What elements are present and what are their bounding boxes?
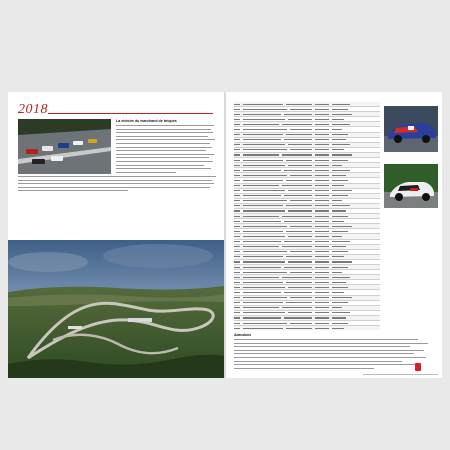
notes-title: Abandons	[234, 333, 252, 337]
circuit-aerial-photo	[8, 240, 224, 378]
page-gutter	[224, 92, 226, 378]
footer-rule	[363, 374, 438, 375]
race-start-photo	[18, 119, 111, 174]
year-heading: 2018	[18, 102, 48, 117]
story-title: La victoire du marchand de briques	[116, 119, 177, 123]
year-rule	[48, 113, 213, 114]
race-badge-icon	[415, 363, 421, 371]
white-race-car-photo	[384, 164, 438, 208]
retirements-notes	[234, 333, 434, 373]
race-results-table	[234, 102, 380, 330]
book-spread	[8, 92, 442, 378]
bmw-race-car-photo	[384, 106, 438, 152]
story-continuation-text	[18, 176, 218, 196]
